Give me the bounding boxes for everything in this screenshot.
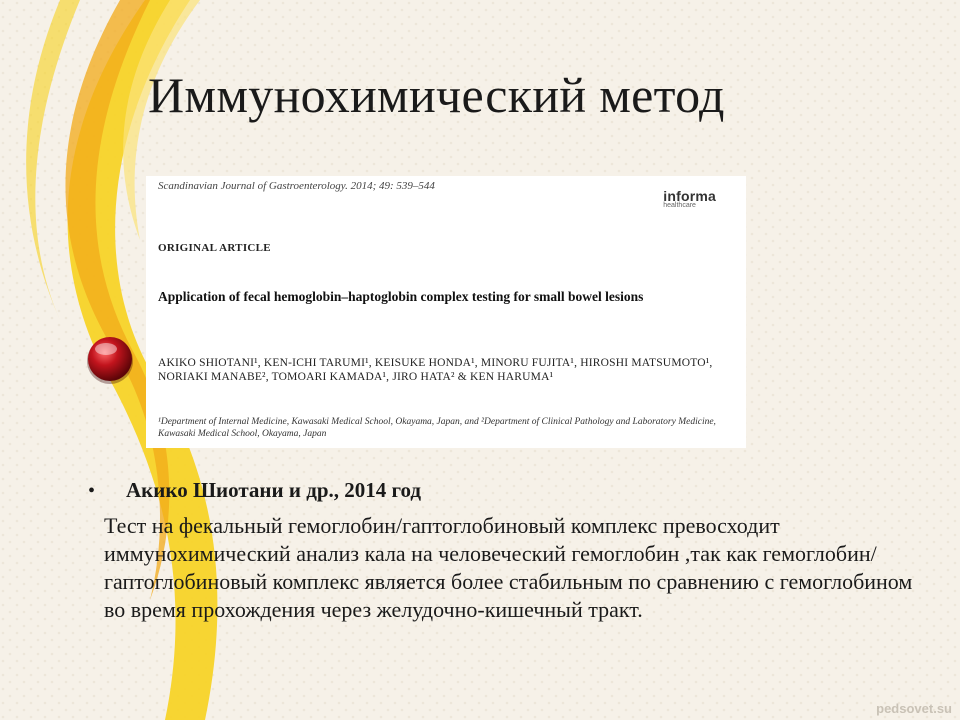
watermark: pedsovet.su [876,701,952,716]
article-affiliations: ¹Department of Internal Medicine, Kawasaki Medical School, Okayama, Japan, and ²Department of Clinical Pathology and Laboratory Medicine, Kawasaki Medical School, Okayama, Japan [158,417,716,439]
bullet-marker: • [88,480,96,502]
slide-title: Иммунохимический метод [148,67,725,123]
body-paragraph: Тест на фекальный гемоглобин/гаптоглобиновый комплекс превосходит иммунохимический анализ кала на человеческий гемоглобин ,так как гемоглобин/гаптоглобиновый комплекс является более стабильным по сравнению с гемоглобином во время прохождения через желудочно-кишечный тракт. [104,513,913,622]
logo-sub: healthcare [663,202,696,209]
article-header-image [146,176,746,448]
logo-main: informa [663,188,716,204]
article-title: Application of fecal hemoglobin–haptoglobin complex testing for small bowel lesions [158,289,644,304]
article-authors: AKIKO SHIOTANI¹, KEN-ICHI TARUMI¹, KEISUKE HONDA¹, MINORU FUJITA¹, HIROSHI MATSUMOTO¹, NORIAKI MANABE², TOMOARI KAMADA¹, JIRO HATA² & KEN HARUMA¹ [158,357,713,383]
article-journal: Scandinavian Journal of Gastroenterology. 2014; 49: 539–544 [158,180,435,192]
informa-logo [663,188,716,209]
red-ball-icon [84,334,136,386]
bullet-point-authors: Акико Шиотани и др., 2014 год [126,478,422,502]
article-type: ORIGINAL ARTICLE [158,242,271,254]
